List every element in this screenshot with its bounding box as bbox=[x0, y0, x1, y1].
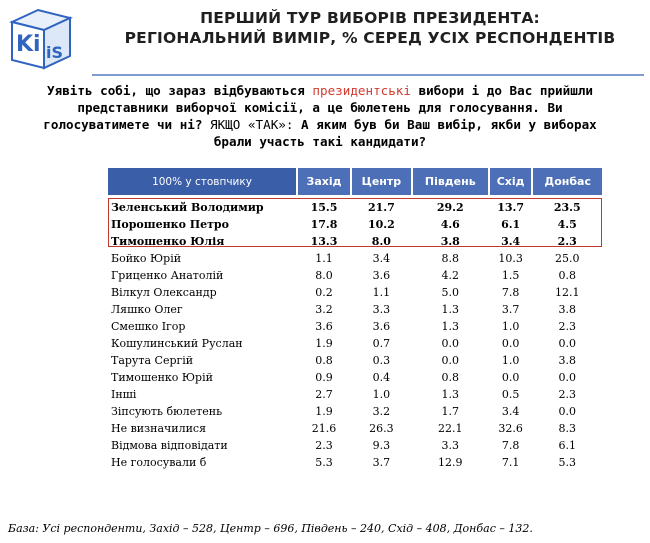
cell-value: 0.0 bbox=[558, 337, 576, 350]
table-row bbox=[108, 335, 602, 352]
question-part-2: вибори і до Вас прийшли представники виборчої комісії, а це бюлетень для голосування. Ви голосуватимете чи ні? bbox=[43, 83, 593, 132]
title-line-2: РЕГІОНАЛЬНИЙ ВИМІР, % СЕРЕД УСІХ РЕСПОНДЕНТІВ bbox=[124, 29, 616, 47]
page-title bbox=[95, 8, 645, 48]
cell-value: 3.7 bbox=[501, 303, 520, 316]
cell-value: 3.3 bbox=[372, 303, 391, 316]
question-part-3: А яким був би Ваш вибір, якби у виборах брали участь такі кандидати? bbox=[213, 117, 597, 149]
cell-value: 3.6 bbox=[315, 320, 333, 333]
cell-value: 8.3 bbox=[558, 422, 576, 435]
cell-value: 0.0 bbox=[558, 405, 576, 418]
candidate-name: Ляшко Олег bbox=[111, 303, 183, 316]
candidate-name: Гриценко Анатолій bbox=[111, 269, 224, 282]
candidate-name: Смешко Ігор bbox=[111, 320, 186, 333]
candidate-name: Тарута Сергій bbox=[111, 354, 194, 367]
cell-value: 6.1 bbox=[501, 218, 521, 231]
cell-value: 12.1 bbox=[554, 286, 580, 299]
cell-value: 1.1 bbox=[315, 252, 333, 265]
cell-value: 0.0 bbox=[501, 371, 520, 384]
cell-value: 7.8 bbox=[501, 286, 520, 299]
cell-value: 0.0 bbox=[501, 337, 520, 350]
question-highlight: президентські bbox=[312, 83, 411, 98]
candidate-name: Зіпсують бюлетень bbox=[111, 405, 223, 418]
cell-value: 7.8 bbox=[501, 439, 520, 452]
cell-value: 3.4 bbox=[501, 405, 520, 418]
cell-value: 2.3 bbox=[557, 235, 577, 248]
header-label: 100% у стовпчику bbox=[108, 168, 297, 195]
cell-value: 5.0 bbox=[441, 286, 460, 299]
cell-value: 3.8 bbox=[440, 235, 460, 248]
footnote-base: База: Усі респонденти, Захід – 528, Центр – 696, Південь – 240, Схід – 408, Донбас – 132. bbox=[8, 522, 533, 535]
candidate-name: Порошенко Петро bbox=[111, 218, 229, 231]
cell-value: 15.5 bbox=[310, 201, 338, 214]
table-row bbox=[108, 369, 602, 386]
candidate-name: Кошулинський Руслан bbox=[111, 337, 243, 350]
table-row bbox=[108, 386, 602, 403]
cell-value: 0.3 bbox=[372, 354, 391, 367]
cell-value: 0.4 bbox=[372, 371, 391, 384]
candidate-name: Зеленський Володимир bbox=[111, 201, 264, 214]
results-table bbox=[108, 168, 602, 471]
cell-value: 1.0 bbox=[372, 388, 391, 401]
cell-value: 1.1 bbox=[372, 286, 391, 299]
cell-value: 0.8 bbox=[558, 269, 576, 282]
candidate-name: Не визначилися bbox=[111, 422, 207, 435]
table-row bbox=[108, 267, 602, 284]
cell-value: 1.9 bbox=[315, 337, 333, 350]
survey-question bbox=[40, 82, 600, 150]
question-condition: ЯКЩО «ТАК»: bbox=[210, 117, 294, 132]
question-part-1: Уявіть собі, що зараз відбуваються bbox=[47, 83, 313, 98]
table-row bbox=[108, 284, 602, 301]
cell-value: 7.1 bbox=[501, 456, 520, 469]
cell-value: 1.9 bbox=[315, 405, 333, 418]
cell-value: 0.8 bbox=[441, 371, 460, 384]
cell-value: 0.0 bbox=[441, 337, 460, 350]
cell-value: 0.7 bbox=[372, 337, 391, 350]
cell-value: 3.7 bbox=[372, 456, 391, 469]
cell-value: 21.6 bbox=[311, 422, 337, 435]
logo-text-s: iS bbox=[46, 43, 64, 62]
cell-value: 3.4 bbox=[501, 235, 521, 248]
table-row bbox=[108, 301, 602, 318]
cell-value: 1.0 bbox=[501, 320, 520, 333]
cell-value: 21.7 bbox=[367, 201, 395, 214]
cell-value: 0.0 bbox=[558, 371, 576, 384]
candidate-name: Відмова відповідати bbox=[111, 439, 228, 452]
cell-value: 1.5 bbox=[501, 269, 520, 282]
title-divider bbox=[92, 74, 644, 76]
candidate-name: Вілкул Олександр bbox=[111, 286, 217, 299]
cell-value: 3.4 bbox=[372, 252, 391, 265]
column-header: Донбас bbox=[532, 168, 602, 195]
cell-value: 1.0 bbox=[501, 354, 520, 367]
cell-value: 2.3 bbox=[558, 388, 576, 401]
cell-value: 0.0 bbox=[441, 354, 460, 367]
candidate-name: Тимошенко Юлія bbox=[111, 235, 225, 248]
table-header-row bbox=[108, 168, 602, 195]
cell-value: 3.8 bbox=[558, 303, 576, 316]
cell-value: 0.5 bbox=[501, 388, 520, 401]
table-row bbox=[108, 352, 602, 369]
cell-value: 22.1 bbox=[438, 422, 463, 435]
cell-value: 4.5 bbox=[557, 218, 577, 231]
cell-value: 8.0 bbox=[315, 269, 333, 282]
table-row bbox=[108, 233, 602, 250]
cell-value: 1.3 bbox=[441, 303, 460, 316]
table-row bbox=[108, 437, 602, 454]
cell-value: 0.9 bbox=[315, 371, 333, 384]
table-row bbox=[108, 420, 602, 437]
table-row bbox=[108, 318, 602, 335]
cell-value: 2.3 bbox=[558, 320, 576, 333]
cell-value: 13.3 bbox=[310, 235, 338, 248]
cell-value: 25.0 bbox=[554, 252, 580, 265]
candidate-name: Інші bbox=[111, 388, 137, 401]
cell-value: 3.6 bbox=[372, 320, 391, 333]
cell-value: 3.8 bbox=[558, 354, 576, 367]
column-header: Захід bbox=[297, 168, 351, 195]
cell-value: 1.7 bbox=[441, 405, 460, 418]
candidate-name: Тимошенко Юрій bbox=[111, 371, 213, 384]
cell-value: 4.6 bbox=[440, 218, 460, 231]
logo-text-k: Ki bbox=[16, 32, 41, 57]
cell-value: 6.1 bbox=[558, 439, 576, 452]
table-row bbox=[108, 250, 602, 267]
cell-value: 29.2 bbox=[436, 201, 464, 214]
cell-value: 17.8 bbox=[310, 218, 338, 231]
candidate-name: Бойко Юрій bbox=[111, 252, 182, 265]
cell-value: 9.3 bbox=[372, 439, 391, 452]
cell-value: 4.2 bbox=[441, 269, 460, 282]
cell-value: 8.8 bbox=[441, 252, 460, 265]
column-header: Схід bbox=[489, 168, 533, 195]
table-row bbox=[108, 403, 602, 420]
cell-value: 2.7 bbox=[315, 388, 333, 401]
cell-value: 0.2 bbox=[315, 286, 333, 299]
table-row bbox=[108, 454, 602, 471]
cell-value: 0.8 bbox=[315, 354, 333, 367]
cell-value: 5.3 bbox=[315, 456, 333, 469]
cell-value: 23.5 bbox=[553, 201, 581, 214]
table-row bbox=[108, 216, 602, 233]
cell-value: 26.3 bbox=[369, 422, 394, 435]
cell-value: 10.3 bbox=[498, 252, 523, 265]
cell-value: 1.3 bbox=[441, 320, 460, 333]
cell-value: 13.7 bbox=[497, 201, 525, 214]
column-header: Центр bbox=[351, 168, 412, 195]
candidate-name: Не голосували б bbox=[111, 456, 207, 469]
column-header: Південь bbox=[412, 168, 489, 195]
cell-value: 1.3 bbox=[441, 388, 460, 401]
cell-value: 3.3 bbox=[441, 439, 460, 452]
cell-value: 12.9 bbox=[438, 456, 463, 469]
title-line-1: ПЕРШИЙ ТУР ВИБОРІВ ПРЕЗИДЕНТА: bbox=[200, 9, 540, 27]
cell-value: 3.2 bbox=[372, 405, 391, 418]
cell-value: 3.6 bbox=[372, 269, 391, 282]
cell-value: 3.2 bbox=[315, 303, 333, 316]
table-row bbox=[108, 195, 602, 216]
kiis-logo bbox=[4, 4, 78, 72]
cell-value: 2.3 bbox=[315, 439, 333, 452]
cell-value: 32.6 bbox=[498, 422, 523, 435]
cell-value: 10.2 bbox=[367, 218, 395, 231]
cell-value: 8.0 bbox=[371, 235, 391, 248]
cell-value: 5.3 bbox=[558, 456, 576, 469]
